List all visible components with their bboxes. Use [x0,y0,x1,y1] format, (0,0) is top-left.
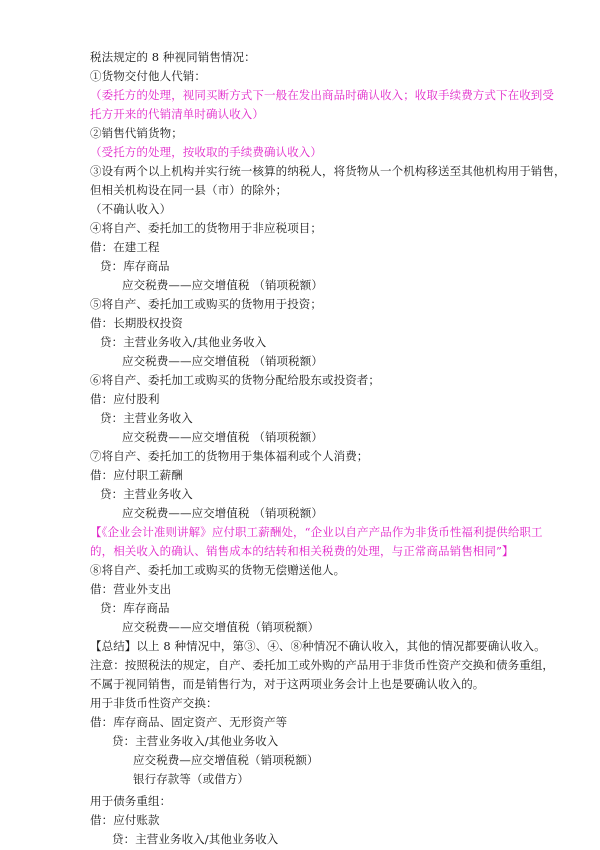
item-4-heading: ④将自产、委托加工的货物用于非应税项目； [90,221,322,235]
journal-debit: 借：营业外支出 [90,582,172,596]
item-6-heading: ⑥将自产、委托加工或购买的货物分配给股东或投资者； [90,373,380,387]
journal-credit-sub: 应交税费——应交增值税（销项税额） [122,620,320,634]
section-heading: 用于非货币性资产交换： [90,696,218,710]
journal-credit: 贷：库存商品 [100,601,170,615]
journal-debit: 借：长期股权投资 [90,316,183,330]
summary-line: 【总结】以上 8 种情况中，第③、④、⑧种情况不确认收入，其他的情况都要确认收入。 [90,639,546,653]
journal-credit-sub: 银行存款等（或借方） [133,772,249,786]
journal-credit: 贷：主营业务收入 [100,487,193,501]
text-line: （不确认收入） [90,202,172,216]
highlight-note: 【《企业会计准则讲解》应付职工薪酬处，“企业以自产产品作为非货币性福利提供给职工 [90,525,543,539]
item-1-heading: ①货物交付他人代销： [90,69,206,83]
journal-credit-sub: 应交税费——应交增值税 （销项税额） [122,278,323,292]
highlight-note: （受托方的处理，按收取的手续费确认收入） [90,145,322,159]
intro-line: 税法规定的 8 种视同销售情况： [90,50,256,64]
journal-credit-sub: 应交税费——应交增值税 （销项税额） [122,506,323,520]
highlight-note: （委托方的处理，视同买断方式下一般在发出商品时确认收入；收取手续费方式下在收到受 [90,88,554,102]
journal-debit: 借：应付账款 [90,813,160,827]
item-8-heading: ⑧将自产、委托加工或购买的货物无偿赠送他人。 [90,563,346,577]
journal-credit-sub: 应交税费——应交增值税 （销项税额） [122,354,323,368]
journal-debit: 借：应付职工薪酬 [90,468,183,482]
journal-credit: 贷：库存商品 [100,259,170,273]
journal-credit: 贷：主营业务收入 [100,411,193,425]
journal-credit: 贷：主营业务收入/其他业务收入 [112,734,279,748]
journal-debit: 借：库存商品、固定资产、无形资产等 [90,715,288,729]
text-line: 但相关机构设在同一县（市）的除外； [90,183,288,197]
item-2-heading: ②销售代销货物； [90,126,183,140]
highlight-note: 托方开来的代销清单时确认收入） [90,107,264,121]
note-line: 不属于视同销售，而是销售行为，对于这两项业务会计上也是要确认收入的。 [90,677,485,691]
item-5-heading: ⑤将自产、委托加工或购买的货物用于投资； [90,297,322,311]
journal-credit: 贷：主营业务收入/其他业务收入 [112,832,279,846]
note-line: 注意：按照税法的规定，自产、委托加工或外购的产品用于非货币性资产交换和债务重组， [90,658,554,672]
journal-credit: 贷：主营业务收入/其他业务收入 [100,335,267,349]
section-heading: 用于债务重组： [90,794,172,808]
item-7-heading: ⑦将自产、委托加工的货物用于集体福利或个人消费； [90,449,369,463]
journal-debit: 借：在建工程 [90,240,160,254]
journal-credit-sub: 应交税费——应交增值税 （销项税额） [122,430,323,444]
journal-debit: 借：应付股利 [90,392,160,406]
journal-credit-sub: 应交税费—应交增值税（销项税额） [133,753,319,767]
item-3-heading: ③设有两个以上机构并实行统一核算的纳税人，将货物从一个机构移送至其他机构用于销售， [90,164,566,178]
highlight-note: 的，相关收入的确认、销售成本的结转和相关税费的处理，与正常商品销售相同”】 [90,544,514,558]
